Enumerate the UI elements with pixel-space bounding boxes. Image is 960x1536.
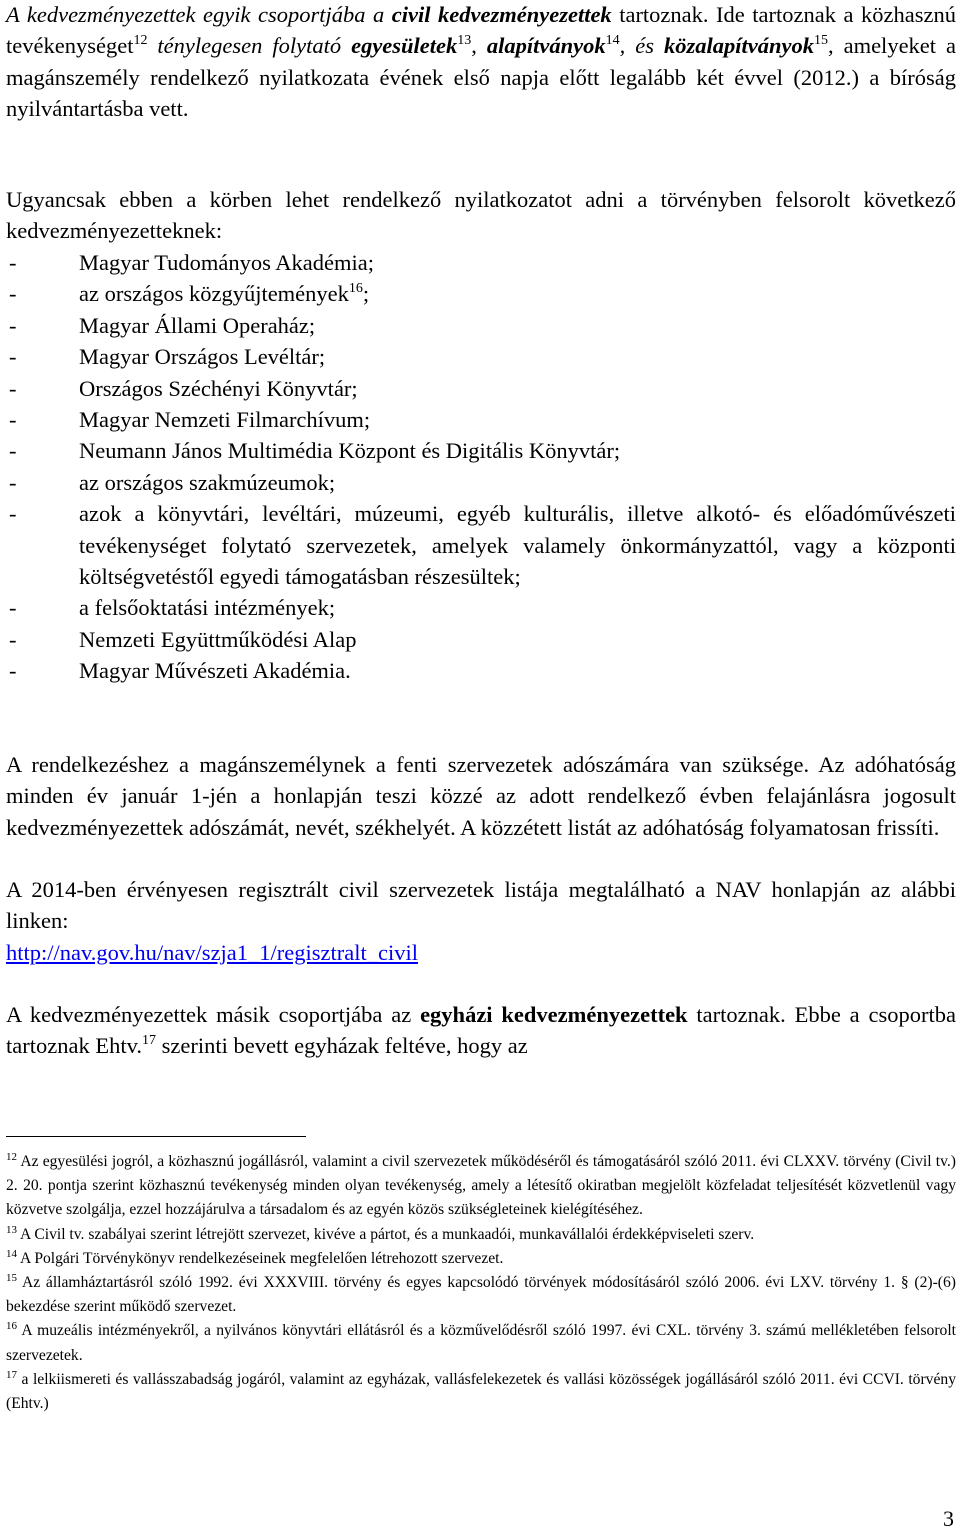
list-dash: - bbox=[9, 250, 17, 275]
footnote-ref-13[interactable]: 13 bbox=[457, 33, 472, 49]
list-item bbox=[6, 247, 956, 278]
list-item-text: Neumann János Multimédia Központ és Digitális Könyvtár; bbox=[79, 438, 621, 464]
footnote-number: 14 bbox=[6, 1247, 17, 1260]
footnote-text: Az egyesülési jogról, a közhasznú jogállásról, valamint a civil szervezetek működéséről és támogatásáról szóló 2011. évi CLXXV. törvény (Civil tv.) 2. 20. pontja szerint közhasznú tevékenység minden olyan tevékenység, amely a létesítő okiratban megjelölt közfeladat teljesítését közvetlenül vagy közvetve szolgálja, ezzel hozzájárulva a társadalom és az egyén közös szükségleteinek kielégítéséhez. bbox=[6, 1153, 956, 1219]
footnote-text: a lelkiismereti és vallásszabadság jogáról, valamint az egyházak, vallásfelekezetek és vallási közösségek jogállásáról szóló 2011. évi CCVI. törvény (Ehtv.) bbox=[6, 1370, 956, 1413]
list-item bbox=[6, 341, 956, 372]
list-dash: - bbox=[9, 469, 17, 495]
list-item-text: azok a könyvtári, levéltári, múzeumi, egyéb kulturális, illetve alkotó- és előadóművészeti tevékenységet folytató szervezetek, amelyek valamely önkormányzattól, vagy a központi költségvetéstől egyedi támogatásban részesültek; bbox=[79, 501, 956, 590]
list-item-text: Nemzeti Együttműködési Alap bbox=[79, 626, 357, 652]
footnote-15 bbox=[6, 1271, 956, 1319]
list-dash: - bbox=[9, 658, 17, 684]
text-run: A 2014-ben érvényesen regisztrált civil szervezetek listája megtalálható a NAV honlapján az alábbi linken: bbox=[6, 877, 956, 934]
footnotes bbox=[6, 1150, 956, 1416]
page-number: 3 bbox=[943, 1506, 954, 1531]
list-dash: - bbox=[9, 281, 17, 307]
text-run: A kedvezményezettek egyik csoportjába a bbox=[6, 2, 392, 27]
footnote-ref-17[interactable]: 17 bbox=[142, 1033, 156, 1049]
list-item-text: Országos Széchényi Könyvtár; bbox=[79, 375, 358, 401]
list-dash: - bbox=[9, 407, 17, 433]
list-item-text: Magyar Művészeti Akadémia. bbox=[79, 658, 351, 684]
list-item bbox=[6, 373, 956, 404]
text-run: szerinti bevett egyházak feltéve, hogy az bbox=[156, 1033, 528, 1059]
list-item-text: Magyar Állami Operaház; bbox=[79, 312, 316, 338]
list-item-text: Magyar Nemzeti Filmarchívum; bbox=[79, 407, 371, 433]
footnote-ref-12[interactable]: 12 bbox=[133, 33, 148, 49]
list-item-text: az országos közgyűjtemények bbox=[79, 281, 349, 307]
list-dash: - bbox=[9, 344, 17, 370]
list-item-tail: ; bbox=[362, 281, 370, 307]
footnote-number: 12 bbox=[6, 1151, 17, 1163]
emphasis-public-foundations: közalapítványok bbox=[663, 33, 814, 59]
paragraph-nav-link bbox=[6, 874, 956, 968]
list-item bbox=[6, 435, 956, 466]
footnote-number: 13 bbox=[6, 1223, 17, 1236]
list-dash: - bbox=[9, 375, 17, 401]
list-item-text: Magyar Országos Levéltár; bbox=[79, 344, 326, 370]
text-run: tartoznak. Ide tartoznak a közhasznú tevékenységet bbox=[6, 2, 956, 59]
list-dash: - bbox=[9, 626, 17, 652]
list-item-text: a felsőoktatási intézmények; bbox=[79, 595, 336, 621]
emphasis-foundations: alapítványok bbox=[486, 33, 606, 59]
footnote-text: A Civil tv. szabályai szerint létrejött szervezet, kivéve a pártot, és a munkaadói, munkavállalói érdekképviseleti szerv. bbox=[17, 1225, 755, 1243]
footnote-text: A muzeális intézményekről, a nyilvános könyvtári ellátásról és a közművelődésről szóló 1997. évi CXL. törvény 3. számú mellékletében felsorolt szervezetek. bbox=[6, 1322, 956, 1364]
list-item bbox=[6, 278, 956, 309]
footnote-separator bbox=[6, 1136, 306, 1137]
footnote-number: 15 bbox=[6, 1272, 17, 1285]
emphasis-church-beneficiaries: egyházi kedvezményezettek bbox=[420, 1002, 688, 1027]
paragraph-other-beneficiaries-intro: Ugyancsak ebben a körben lehet rendelkező nyilatkozatot adni a törvényben felsorolt következő kedvezményezetteknek: bbox=[6, 187, 956, 244]
emphasis-associations: egyesületek bbox=[351, 33, 458, 59]
paragraph-church-beneficiaries bbox=[6, 999, 956, 1062]
footnote-13 bbox=[6, 1223, 956, 1247]
footnote-12 bbox=[6, 1150, 956, 1223]
list-item bbox=[6, 498, 956, 592]
text-run: A kedvezményezettek másik csoportjába az bbox=[6, 1002, 421, 1027]
text-run: , amelyeket a magánszemély rendelkező nyilatkozata évének első napja előtt legalább két évvel (2012.) a bíróság nyilvántartásba vett. bbox=[6, 33, 957, 122]
footnote-16 bbox=[6, 1319, 956, 1367]
paragraph-tax-number: A rendelkezéshez a magánszemélynek a fenti szervezetek adószámára van szüksége. Az adóhatóság minden év január 1-jén a honlapján teszi közzé az adott rendelkező évben felajánlásra jogosult kedvezményezettek adószámát, nevét, székhelyét. A közzétett listát az adóhatóság folyamatosan frissíti. bbox=[6, 752, 956, 840]
list-item bbox=[6, 624, 956, 655]
emphasis-civil-beneficiaries: civil kedvezményezettek bbox=[391, 2, 612, 27]
text-run: , és bbox=[619, 33, 664, 59]
list-item-text: az országos szakmúzeumok; bbox=[79, 469, 336, 495]
list-item bbox=[6, 404, 956, 435]
footnote-ref-15[interactable]: 15 bbox=[813, 33, 828, 49]
text-run: ténylegesen folytató bbox=[147, 33, 352, 59]
text-run: , bbox=[471, 33, 487, 59]
nav-registry-link[interactable]: http://nav.gov.hu/nav/szja1_1/regisztralt_civil bbox=[6, 939, 418, 965]
paragraph-civil-beneficiaries bbox=[6, 0, 956, 125]
list-dash: - bbox=[9, 595, 17, 621]
footnote-number: 16 bbox=[6, 1320, 17, 1333]
list-dash: - bbox=[9, 501, 17, 527]
footnote-17 bbox=[6, 1368, 956, 1416]
footnote-ref-16[interactable]: 16 bbox=[348, 281, 363, 297]
text-run: tartoznak. Ebbe a csoportba tartoznak Ehtv. bbox=[6, 1002, 956, 1059]
list-item bbox=[6, 655, 956, 686]
footnote-number: 17 bbox=[6, 1368, 17, 1381]
list-item bbox=[6, 310, 956, 341]
list-item bbox=[6, 467, 956, 498]
beneficiary-list bbox=[6, 247, 956, 687]
list-item-text: Magyar Tudományos Akadémia; bbox=[79, 250, 374, 275]
footnote-text: A Polgári Törvénykönyv rendelkezéseinek megfelelően létrehozott szervezet. bbox=[17, 1249, 504, 1267]
footnote-14 bbox=[6, 1247, 956, 1271]
footnote-text: Az államháztartásról szóló 1992. évi XXXVIII. törvény és egyes kapcsolódó törvények módosításáról szóló 2006. évi LXV. törvény 1. § (2)-(6) bekezdése szerint működő szervezet. bbox=[6, 1274, 956, 1316]
list-item bbox=[6, 592, 956, 623]
list-dash: - bbox=[9, 312, 17, 338]
footnote-ref-14[interactable]: 14 bbox=[605, 33, 620, 49]
list-dash: - bbox=[9, 438, 17, 464]
